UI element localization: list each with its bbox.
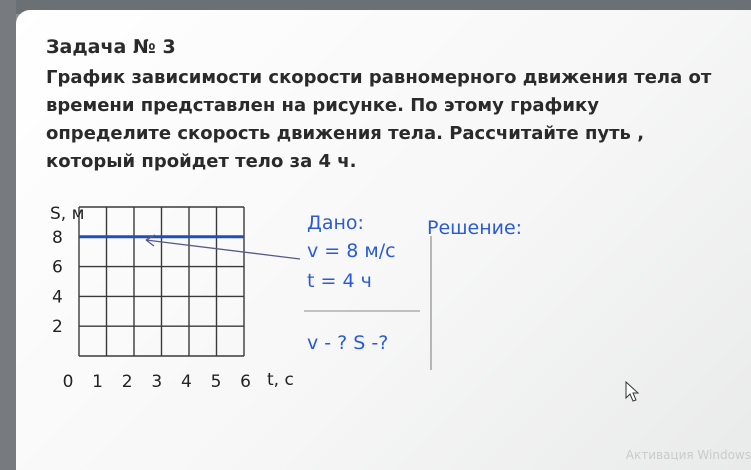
windows-activation-watermark: Активация Windows bbox=[625, 448, 751, 462]
given-velocity: v = 8 м/с bbox=[307, 240, 396, 262]
task-line-2: времени представлен на рисунке. По этому графику bbox=[46, 95, 599, 116]
x-tick-label: 3 bbox=[151, 372, 163, 392]
given-header: Дано: bbox=[307, 212, 364, 234]
x-tick-label: 6 bbox=[240, 372, 252, 392]
y-axis-label: S, м bbox=[50, 204, 85, 224]
annotation-arrow-line bbox=[146, 240, 300, 259]
given-time: t = 4 ч bbox=[307, 270, 372, 292]
solution-header: Решение: bbox=[427, 217, 523, 239]
task-title: Задача № 3 bbox=[46, 36, 176, 58]
y-tick-label: 2 bbox=[52, 317, 63, 338]
y-tick-label: 4 bbox=[52, 287, 63, 308]
x-tick-label: 0 bbox=[62, 372, 74, 392]
task-line-3: определите скорость движения тела. Рассчитайте путь , bbox=[46, 123, 645, 144]
y-tick-label: 6 bbox=[52, 257, 63, 278]
x-tick-label: 1 bbox=[92, 372, 104, 392]
x-axis-label: t, с bbox=[267, 370, 294, 390]
task-line-4: который пройдет тело за 4 ч. bbox=[46, 151, 357, 172]
mouse-pointer-icon bbox=[626, 382, 638, 401]
y-tick-label: 8 bbox=[52, 227, 63, 248]
given-question: v - ? S -? bbox=[307, 332, 389, 354]
x-tick-label: 2 bbox=[121, 372, 133, 392]
x-tick-label: 4 bbox=[180, 372, 192, 392]
x-tick-label: 5 bbox=[210, 372, 222, 392]
task-line-1: График зависимости скорости равномерного движения тела от bbox=[46, 67, 712, 88]
